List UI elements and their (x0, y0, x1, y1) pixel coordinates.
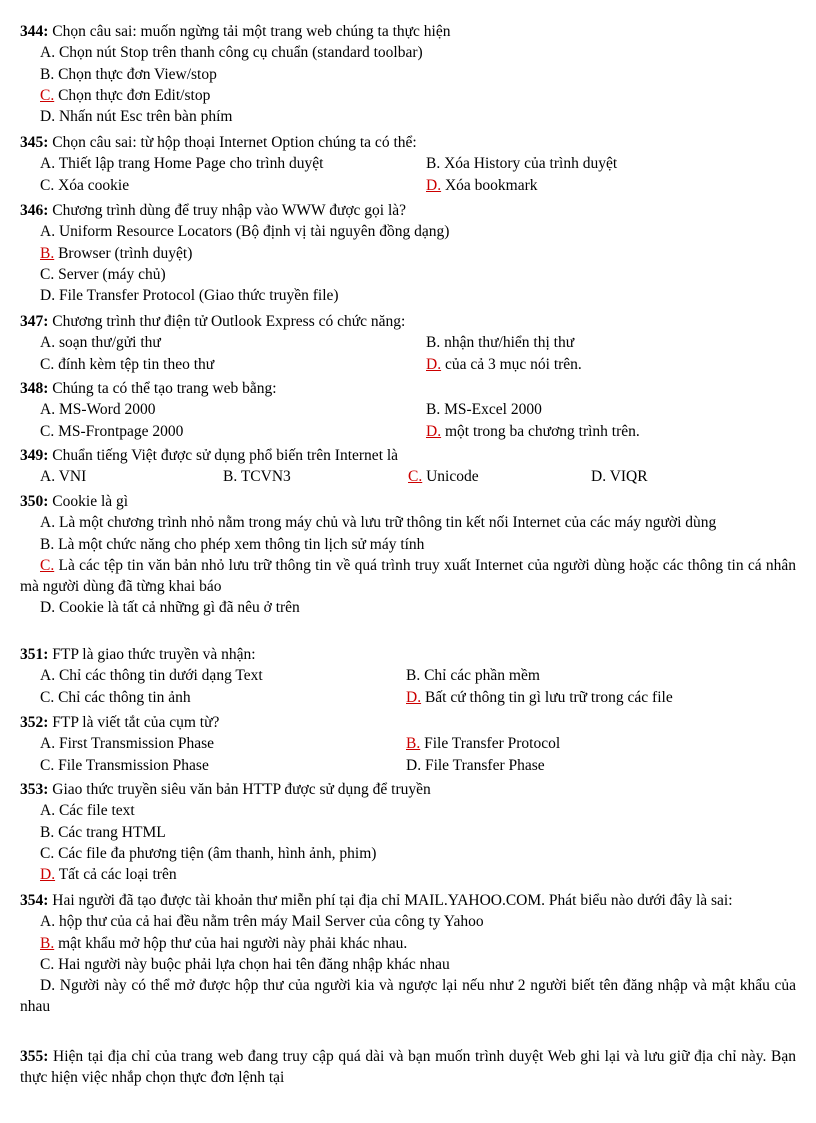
option-row (20, 243, 796, 264)
option-label: A. (40, 802, 56, 820)
option-text: Bất cứ thông tin gì lưu trữ trong các file (424, 688, 673, 706)
answer-option[interactable] (40, 802, 135, 819)
options-list (20, 153, 796, 196)
option-row (20, 733, 796, 754)
question-text: Giao thức truyền siêu văn bản HTTP được sử dụng để truyền (52, 781, 431, 798)
question-block (20, 132, 796, 196)
question-stem (20, 644, 796, 665)
question-stem (20, 1046, 796, 1089)
option-label-correct: C. (40, 86, 55, 104)
option-row (20, 822, 796, 843)
option-row (20, 221, 796, 242)
answer-option[interactable] (40, 536, 424, 553)
option-text: File Transfer Protocol (Giao thức truyền file) (58, 287, 339, 305)
option-cell (40, 755, 209, 776)
question-stem (20, 445, 796, 466)
option-text: nhận thư/hiển thị thư (444, 334, 575, 352)
option-text: Unicode (426, 468, 479, 486)
question-block (20, 890, 796, 1018)
option-label: A. (40, 44, 56, 62)
option-label: A. (40, 667, 56, 685)
option-row (20, 466, 796, 487)
option-label: B. (406, 667, 421, 685)
option-row (20, 42, 796, 63)
answer-option[interactable] (40, 108, 232, 125)
options-list (20, 665, 796, 708)
option-text: Là các tệp tin văn bản nhỏ lưu trữ thông tin về quá trình truy xuất Internet của người dùng hoặc các thông tin cá nhân mà người dùng đã từng khai báo (20, 556, 797, 596)
answer-option[interactable] (426, 356, 582, 373)
question-number: 354: (20, 892, 49, 909)
option-label: B. (426, 401, 441, 419)
option-text: Chỉ các thông tin dưới dạng Text (58, 667, 263, 685)
answer-option[interactable] (40, 177, 129, 194)
option-cell (426, 421, 640, 442)
option-cell (223, 466, 291, 487)
answer-option[interactable] (40, 913, 484, 930)
answer-option[interactable] (426, 401, 542, 418)
option-label-correct: B. (40, 244, 55, 262)
option-row (20, 175, 796, 196)
question-number: 347: (20, 313, 49, 330)
option-text: Chỉ các thông tin ảnh (58, 688, 191, 706)
options-list (20, 332, 796, 375)
options-list (20, 512, 796, 618)
answer-option[interactable] (408, 468, 479, 485)
option-text: của cả 3 mục nói trên. (444, 355, 582, 373)
option-cell (40, 243, 192, 264)
answer-option[interactable] (40, 66, 217, 83)
option-cell (40, 354, 214, 375)
option-row (20, 153, 796, 174)
option-label-correct: D. (40, 866, 56, 884)
option-row (20, 687, 796, 708)
question-stem (20, 132, 796, 153)
option-label: B. (40, 823, 55, 841)
option-cell (40, 466, 86, 487)
option-text: Các file đa phương tiện (âm thanh, hình ảnh, phim) (58, 844, 377, 862)
question-text: Chuẩn tiếng Việt được sử dụng phổ biến trên Internet là (52, 447, 399, 464)
option-cell (40, 106, 232, 127)
option-text: Xóa cookie (58, 176, 130, 194)
option-paragraph (20, 534, 796, 555)
question-block (20, 712, 796, 776)
option-row (20, 421, 796, 442)
option-label: D. (40, 599, 56, 617)
option-paragraph (20, 911, 796, 932)
question-block (20, 21, 796, 127)
option-label-correct: D. (426, 422, 442, 440)
answer-option[interactable] (40, 266, 166, 283)
option-text: hộp thư của cả hai đều nằm trên máy Mail Server của công ty Yahoo (58, 913, 484, 931)
answer-option[interactable] (40, 866, 177, 883)
option-row (20, 399, 796, 420)
option-text: File Transfer Protocol (424, 735, 561, 753)
option-cell (40, 175, 129, 196)
answer-option[interactable] (40, 735, 214, 752)
options-list (20, 800, 796, 885)
question-number: 345: (20, 134, 49, 151)
option-text: VIQR (609, 468, 648, 486)
answer-option[interactable] (40, 423, 183, 440)
question-stem (20, 21, 796, 42)
answer-option[interactable] (40, 401, 155, 418)
option-label: B. (40, 535, 55, 553)
option-text: Các trang HTML (58, 823, 166, 841)
option-label: A. (40, 334, 56, 352)
option-label: C. (40, 422, 55, 440)
answer-option[interactable] (406, 689, 673, 706)
question-text: FTP là viết tắt của cụm từ? (52, 714, 220, 731)
option-text: Nhấn nút Esc trên bàn phím (58, 108, 233, 126)
option-text: Là một chức năng cho phép xem thông tin lịch sử máy tính (58, 535, 425, 553)
option-text: một trong ba chương trình trên. (444, 422, 640, 440)
option-row (20, 285, 796, 306)
question-stem (20, 491, 796, 512)
option-paragraph (20, 954, 796, 975)
option-paragraph (20, 933, 796, 954)
option-row (20, 665, 796, 686)
question-stem (20, 779, 796, 800)
option-label: A. (40, 514, 56, 532)
option-text: Browser (trình duyệt) (58, 244, 193, 262)
answer-option[interactable] (20, 977, 796, 1015)
option-label-correct: B. (406, 735, 421, 753)
option-text: File Transfer Phase (424, 756, 545, 774)
option-cell (406, 687, 673, 708)
option-label-correct: B. (40, 934, 55, 952)
option-cell (40, 687, 191, 708)
question-text: Chương trình thư điện tử Outlook Express có chức năng: (52, 313, 406, 330)
option-row (20, 800, 796, 821)
question-block (20, 779, 796, 885)
answer-option[interactable] (40, 468, 86, 485)
option-text: Thiết lập trang Home Page cho trình duyệt (58, 155, 324, 173)
option-cell (426, 175, 538, 196)
option-label: D. (591, 468, 607, 486)
question-text: Chương trình dùng để truy nhập vào WWW được gọi là? (52, 202, 407, 219)
answer-option[interactable] (406, 667, 540, 684)
question-block (20, 644, 796, 708)
option-text: MS-Frontpage 2000 (58, 422, 184, 440)
option-cell (406, 755, 545, 776)
option-text: Xóa History của trình duyệt (444, 155, 618, 173)
question-text: Chọn câu sai: từ hộp thoại Internet Option chúng ta có thể: (52, 134, 417, 151)
option-label-correct: D. (426, 176, 442, 194)
option-cell (408, 466, 479, 487)
answer-option[interactable] (40, 667, 263, 684)
option-cell (40, 733, 214, 754)
question-stem (20, 311, 796, 332)
answer-option[interactable] (426, 334, 574, 351)
option-text: Người này có thể mở được hộp thư của người kia và ngược lại nếu như 2 người biết tên đăng nhập và mật khẩu của nhau (20, 977, 797, 1016)
option-cell (591, 466, 648, 487)
options-list (20, 733, 796, 776)
option-cell (426, 153, 617, 174)
answer-option[interactable] (40, 44, 423, 61)
option-text: VNI (58, 468, 87, 486)
answer-option[interactable] (223, 468, 291, 485)
question-number: 355: (20, 1048, 49, 1065)
question-number: 352: (20, 714, 49, 731)
answer-option[interactable] (591, 468, 648, 485)
option-label: C. (40, 955, 55, 973)
answer-option[interactable] (40, 287, 339, 304)
question-text: Chọn câu sai: muốn ngừng tải một trang web chúng ta thực hiện (52, 23, 451, 40)
question-number: 346: (20, 202, 49, 219)
option-paragraph (20, 597, 796, 618)
question-block (20, 378, 796, 442)
option-row (20, 106, 796, 127)
option-paragraph (20, 975, 796, 1018)
answer-option[interactable] (40, 935, 407, 952)
question-number: 344: (20, 23, 49, 40)
option-label: A. (40, 913, 56, 931)
answer-option[interactable] (20, 557, 796, 595)
option-paragraph (20, 512, 796, 533)
answer-option[interactable] (40, 245, 192, 262)
options-list (20, 911, 796, 1017)
option-text: File Transmission Phase (58, 756, 209, 774)
option-text: TCVN3 (240, 468, 291, 486)
question-number: 349: (20, 447, 49, 464)
option-label: C. (40, 265, 55, 283)
answer-option[interactable] (426, 423, 640, 440)
option-text: Chọn thực đơn Edit/stop (58, 86, 211, 104)
option-row (20, 264, 796, 285)
answer-option[interactable] (40, 599, 300, 616)
option-cell (40, 85, 210, 106)
question-text: FTP là giao thức truyền và nhận: (52, 646, 256, 663)
answer-option[interactable] (40, 334, 161, 351)
question-text: Cookie là gì (52, 493, 129, 510)
options-list (20, 42, 796, 127)
option-label: D. (40, 977, 56, 995)
answer-option[interactable] (406, 757, 545, 774)
answer-option[interactable] (40, 223, 449, 240)
option-text: Server (máy chủ) (58, 265, 166, 283)
options-list (20, 466, 796, 487)
option-text: soạn thư/gửi thư (58, 334, 161, 352)
option-cell (40, 285, 339, 306)
option-cell (40, 822, 166, 843)
option-text: mật khẩu mở hộp thư của hai người này phải khác nhau. (58, 934, 408, 952)
answer-option[interactable] (40, 757, 209, 774)
option-cell (406, 733, 560, 754)
option-label-correct: D. (426, 355, 442, 373)
question-number: 353: (20, 781, 49, 798)
option-text: Các file text (58, 802, 135, 820)
option-row (20, 85, 796, 106)
question-stem (20, 378, 796, 399)
option-row (20, 64, 796, 85)
option-text: MS-Excel 2000 (444, 401, 542, 419)
option-label: C. (40, 355, 55, 373)
option-label-correct: C. (408, 468, 423, 486)
option-cell (40, 42, 423, 63)
question-stem (20, 890, 796, 911)
option-label: A. (40, 223, 56, 241)
option-label: D. (40, 287, 56, 305)
question-block (20, 1046, 796, 1089)
option-label: B. (426, 334, 441, 352)
option-cell (426, 354, 582, 375)
option-cell (40, 800, 135, 821)
option-label: B. (426, 155, 441, 173)
answer-option[interactable] (40, 87, 210, 104)
option-text: First Transmission Phase (58, 735, 214, 753)
question-number: 348: (20, 380, 49, 397)
question-stem (20, 712, 796, 733)
option-row (20, 755, 796, 776)
option-text: Là một chương trình nhỏ nằm trong máy chủ và lưu trữ thông tin kết nối Internet của các máy người dùng (58, 514, 717, 532)
option-label-correct: C. (40, 556, 55, 574)
option-row (20, 332, 796, 353)
option-cell (426, 399, 542, 420)
option-text: Chọn thực đơn View/stop (58, 65, 217, 83)
answer-option[interactable] (406, 735, 560, 752)
answer-option[interactable] (40, 356, 214, 373)
option-label: B. (40, 65, 55, 83)
option-cell (40, 843, 376, 864)
option-text: đính kèm tệp tin theo thư (58, 355, 215, 373)
option-row (20, 843, 796, 864)
option-text: Chỉ các phần mềm (424, 667, 540, 685)
option-text: MS-Word 2000 (58, 401, 156, 419)
option-text: Uniform Resource Locators (Bộ định vị tài nguyên đồng dạng) (58, 223, 450, 241)
option-label: A. (40, 735, 56, 753)
option-text: Cookie là tất cả những gì đã nêu ở trên (58, 599, 300, 617)
question-text: Hai người đã tạo được tài khoản thư miễn phí tại địa chỉ MAIL.YAHOO.COM. Phát biểu nào dưới đây là sai: (52, 892, 733, 909)
option-label: C. (40, 688, 55, 706)
option-label: D. (406, 756, 422, 774)
option-label: C. (40, 756, 55, 774)
option-cell (40, 64, 217, 85)
option-cell (40, 332, 161, 353)
option-cell (40, 665, 263, 686)
option-label: C. (40, 176, 55, 194)
option-text: Hai người này buộc phải lựa chọn hai tên đăng nhập khác nhau (58, 955, 450, 973)
option-text: Chọn nút Stop trên thanh công cụ chuẩn (standard toolbar) (58, 44, 423, 62)
question-number: 351: (20, 646, 49, 663)
option-cell (40, 399, 155, 420)
option-cell (40, 864, 177, 885)
question-block (20, 311, 796, 375)
question-block (20, 491, 796, 619)
option-text: Xóa bookmark (444, 176, 538, 194)
option-label: C. (40, 844, 55, 862)
option-label: A. (40, 401, 56, 419)
answer-option[interactable] (40, 155, 323, 172)
option-row (20, 354, 796, 375)
question-stem (20, 200, 796, 221)
option-text: Tất cả các loại trên (58, 866, 177, 884)
option-cell (406, 665, 540, 686)
option-row (20, 864, 796, 885)
option-cell (40, 153, 323, 174)
answer-option[interactable] (40, 514, 716, 531)
option-cell (40, 421, 183, 442)
question-block (20, 200, 796, 306)
option-label: A. (40, 468, 56, 486)
question-text: Chúng ta có thể tạo trang web bằng: (52, 380, 277, 397)
option-label: D. (40, 108, 56, 126)
answer-option[interactable] (40, 824, 166, 841)
option-paragraph (20, 555, 796, 598)
option-cell (426, 332, 574, 353)
options-list (20, 399, 796, 442)
answer-option[interactable] (40, 845, 376, 862)
answer-option[interactable] (426, 155, 617, 172)
question-block (20, 445, 796, 488)
question-text: Hiện tại địa chỉ của trang web đang truy cập quá dài và bạn muốn trình duyệt Web ghi lại và lưu giữ địa chỉ này. Bạn thực hiện việc nhắp chọn thực đơn lệnh tại (20, 1048, 797, 1087)
answer-option[interactable] (426, 177, 538, 194)
answer-option[interactable] (40, 689, 191, 706)
option-label: B. (223, 468, 238, 486)
option-cell (40, 221, 449, 242)
option-label-correct: D. (406, 688, 422, 706)
options-list (20, 221, 796, 306)
question-number: 350: (20, 493, 49, 510)
answer-option[interactable] (40, 956, 450, 973)
option-label: A. (40, 155, 56, 173)
option-cell (40, 264, 166, 285)
